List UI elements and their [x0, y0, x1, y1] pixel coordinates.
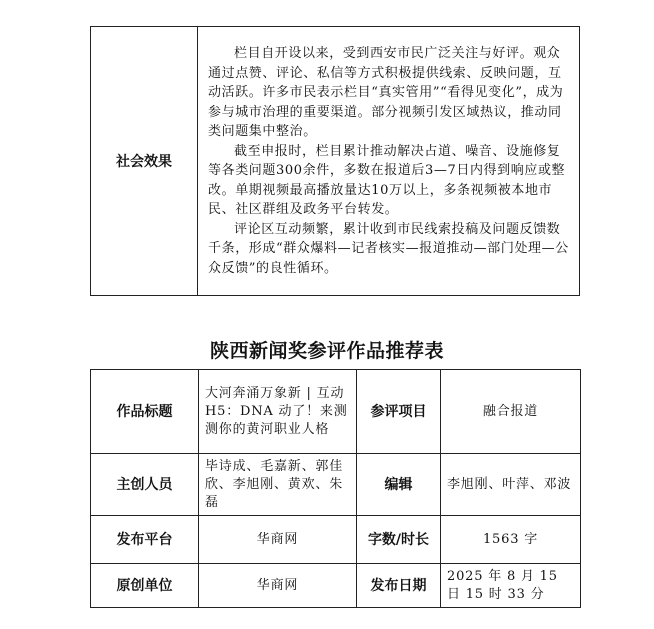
effect-paragraph-1: 栏目自开设以来，受到西安市民广泛关注与好评。观众通过点赞、评论、私信等方式积极提供线索、反映问题，互动活跃。许多市民表示栏目“真实管用”“看得见变化”，成为参与城市治理的重要渠道。部分视频引发区域热议，推动同类问题集中整治。 — [208, 46, 564, 139]
platform-label: 发布平台 — [91, 516, 199, 564]
form-row-unit — [91, 564, 581, 608]
form-row-platform — [91, 516, 581, 564]
effect-paragraph-3: 评论区互动频繁，累计收到市民线索投稿及问题反馈数千条，形成“群众爆料—记者核实—报道推动—部门处理—公众反馈”的良性循环。 — [208, 221, 569, 276]
form-row-title — [91, 370, 581, 454]
social-effect-table — [90, 26, 580, 296]
category-value: 融合报道 — [441, 370, 581, 454]
social-effect-content — [198, 27, 580, 296]
editor-value: 李旭刚、叶萍、邓波 — [441, 454, 581, 516]
date-value: 2025 年 8 月 15 日 15 时 33 分 — [441, 564, 581, 608]
creators-value: 毕诗成、毛嘉新、郭佳欣、李旭刚、黄欢、朱磊 — [199, 454, 357, 516]
work-title-label: 作品标题 — [91, 370, 199, 454]
page-title: 陕西新闻奖参评作品推荐表 — [209, 340, 444, 362]
unit-label: 原创单位 — [91, 564, 199, 608]
creators-label: 主创人员 — [91, 454, 199, 516]
recommendation-form-table — [90, 369, 581, 608]
editor-label: 编辑 — [357, 454, 441, 516]
category-label: 参评项目 — [357, 370, 441, 454]
social-effect-label: 社会效果 — [91, 27, 198, 296]
platform-value: 华商网 — [199, 516, 357, 564]
length-value: 1563 字 — [441, 516, 581, 564]
work-title-value: 大河奔涌万象新 | 互动 H5：DNA 动了！来测测你的黄河职业人格 — [199, 370, 357, 454]
unit-value: 华商网 — [199, 564, 357, 608]
length-label: 字数/时长 — [357, 516, 441, 564]
date-label: 发布日期 — [357, 564, 441, 608]
form-row-creators — [91, 454, 581, 516]
effect-paragraph-2: 截至申报时，栏目累计推动解决占道、噪音、设施修复等各类问题300余件，多数在报道后3—7日内得到响应或整改。单期视频最高播放量达10万以上，多条视频被本地市民、社区群组及政务平台转发。 — [208, 143, 566, 217]
